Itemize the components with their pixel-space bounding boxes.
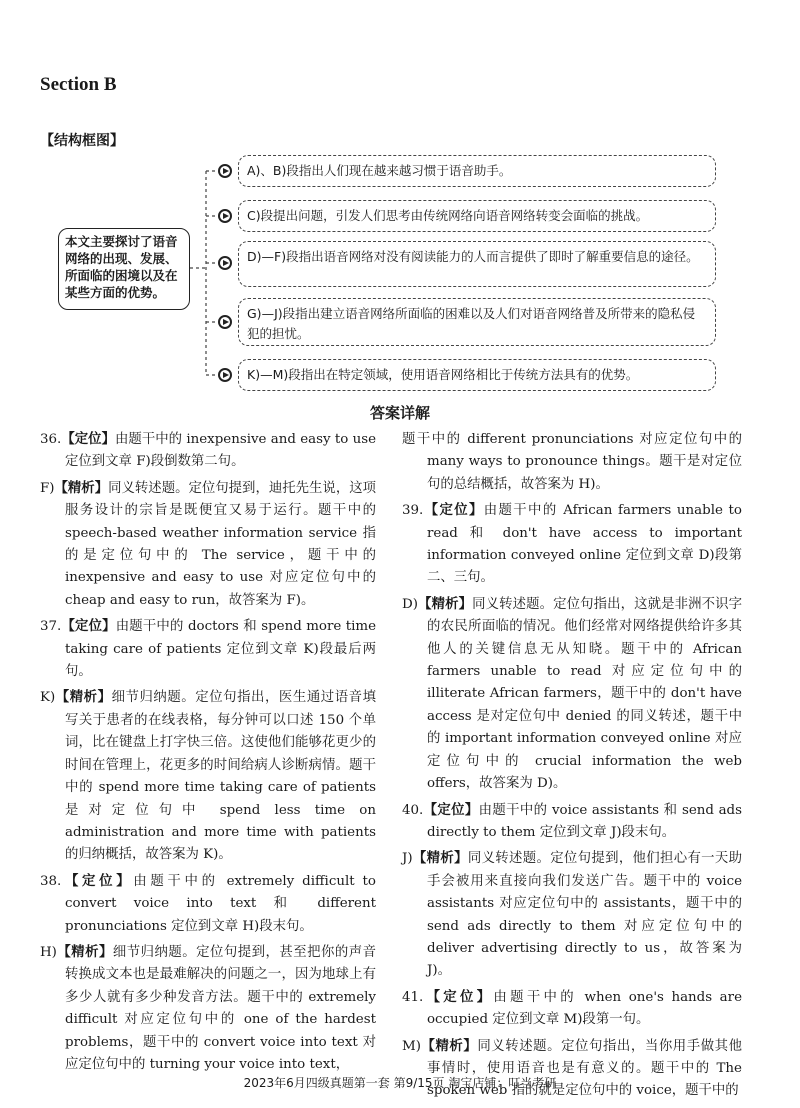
answer-item: 39.【定位】由题干中的 African farmers unable to read 和 don't have access to important information conveyed online 定位到文章 D)段第二、三句。 — [402, 502, 742, 586]
framework-box-3: D)—F)段指出语音网络对没有阅读能力的人而言提供了即时了解重要信息的途径。 — [238, 241, 716, 287]
section-title: Section B — [40, 74, 117, 95]
page-footer: 2023年6月四级真题第一套 第9/15页 淘宝店铺：叮当考研 — [243, 1076, 557, 1090]
arrow-circle-icon — [218, 164, 232, 178]
arrow-circle-icon — [218, 256, 232, 270]
left-column — [40, 428, 376, 1079]
framework-box-2: C)段提出问题，引发人们思考由传统网络向语音网络转变会面临的挑战。 — [238, 200, 716, 232]
answer-item: H)【精析】细节归纳题。定位句提到，甚至把你的声音转换成文本也是最难解决的问题之一，因为地球上有多少人就有多少种发音方法。题干中的 extremely difficult 对应定位句中的 one of the hardest problems，题干中的 convert voice into text 对应定位句中的 turning your voice into text， — [40, 943, 377, 1072]
framework-box-1: A)、B)段指出人们现在越来越习惯于语音助手。 — [238, 155, 716, 187]
answers-heading: 答案详解 — [369, 404, 430, 422]
answer-item: J)【精析】同义转述题。定位句提到，他们担心有一天助手会被用来直接向我们发送广告。题干中的 voice assistants 对应定位句中的 assistants，题干中的 send ads directly to them 对应定位句中的 deliver advertising directly to us，故答案为 J)。 — [402, 850, 743, 979]
framework-summary: 本文主要探讨了语音网络的出现、发展、所面临的困境以及在某些方面的优势。 — [58, 228, 190, 310]
answer-item: M)【精析】同义转述题。定位句指出，当你用手做其他事情时，使用语音也是有意义的。题干中的 The spoken web 指的就是定位句中的 voice，题干中的 — [402, 1037, 742, 1099]
right-column — [402, 428, 742, 1106]
answer-item: K)【精析】细节归纳题。定位句指出，医生通过语音填写关于患者的在线表格，每分钟可以口述 150 个单词，比在键盘上打字快三倍。这使他们能够花更少的时间在管理上，花更多的时间给病人诊断病情。题干中的 spend more time taking care of patients 是对定位句中 spend less time on administration and more time with patients 的归纳概括，故答案为 K)。 — [40, 689, 377, 863]
arrow-circle-icon — [218, 368, 232, 382]
framework-box-5: K)—M)段指出在特定领域，使用语音网络相比于传统方法具有的优势。 — [238, 359, 716, 391]
answer-item: 题干中的 different pronunciations 对应定位句中的 many ways to pronounce things。题干是对定位句的总结概括，故答案为 H)。 — [402, 432, 742, 492]
answer-item: F)【精析】同义转述题。定位句提到，迪托先生说，这项服务设计的宗旨是既便宜又易于运行。题干中的 speech-based weather information service 指的是定位句中的 The service，题干中的 inexpensive and easy to use 对应定位句中的 cheap and easy to run，故答案为 F)。 — [40, 479, 377, 608]
answer-item: 36.【定位】由题干中的 inexpensive and easy to use 定位到文章 F)段倒数第二句。 — [40, 431, 376, 470]
framework-box-4: G)—J)段指出建立语音网络所面临的困难以及人们对语音网络普及所带来的隐私侵犯的担忧。 — [238, 298, 716, 346]
answer-item: 41.【定位】由题干中的 when one's hands are occupied 定位到文章 M)段第一句。 — [402, 988, 742, 1028]
arrow-circle-icon — [218, 315, 232, 329]
answer-item: 37.【定位】由题干中的 doctors 和 spend more time taking care of patients 定位到文章 K)段最后两句。 — [40, 618, 376, 680]
answer-item: D)【精析】同义转述题。定位句指出，这就是非洲不识字的农民所面临的情况。他们经常对网络提供给许多其他人的关键信息无从知晓。题干中的 African farmers unable to read 对应定位句中的 illiterate African farmers，题干中的 don't have access 是对定位句中 denied 的同义转述，题干中的 important information conveyed online 对应定位句中的 crucial information the web offers，故答案为 D)。 — [402, 595, 743, 792]
answer-item: 38.【定位】由题干中的 extremely difficult to convert voice into text 和 different pronunciations 定位到文章 H)段末句。 — [40, 872, 376, 934]
arrow-circle-icon — [218, 209, 232, 223]
framework-label: 【结构框图】 — [40, 133, 124, 149]
answer-item: 40.【定位】由题干中的 voice assistants 和 send ads directly to them 定位到文章 J)段末句。 — [402, 801, 742, 840]
